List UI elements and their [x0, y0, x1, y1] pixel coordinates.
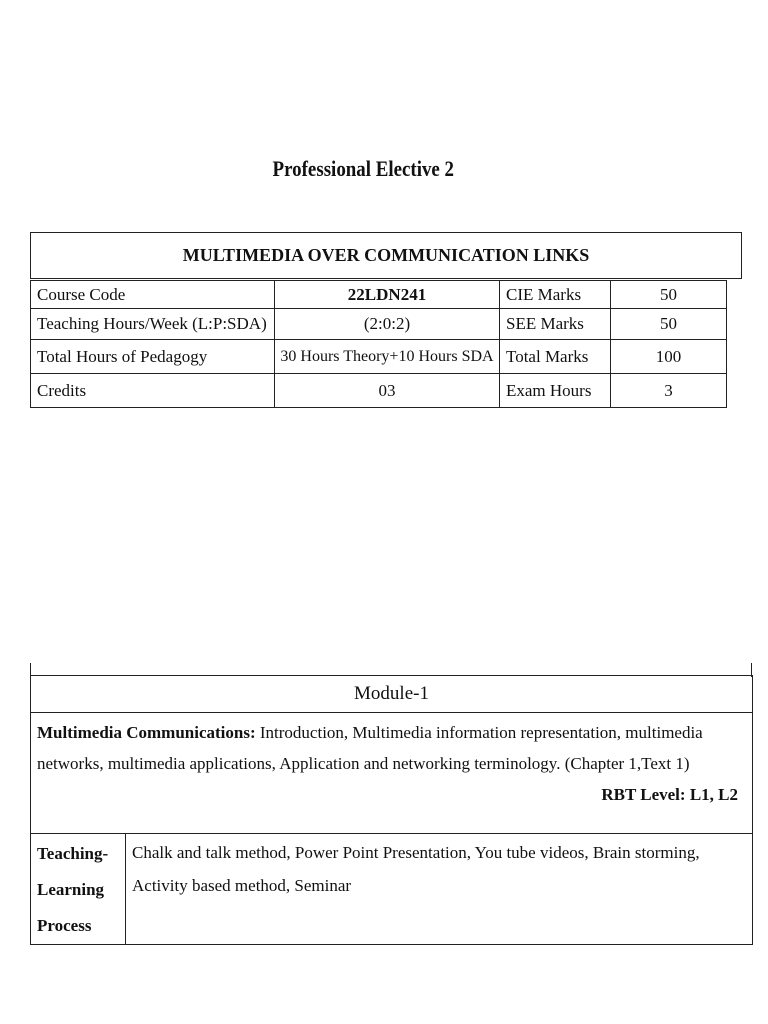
module-title: Module-1: [31, 676, 753, 713]
cie-marks-value: 50: [611, 281, 727, 309]
see-marks-value: 50: [611, 309, 727, 340]
row-label-2: CIE Marks: [500, 281, 611, 309]
module-table: [30, 675, 753, 945]
total-marks-value: 100: [611, 340, 727, 374]
rbt-level: RBT Level: L1, L2: [601, 785, 738, 804]
module-description: Introduction, Multimedia information representation, multimedia networks, multimedia applications, Application and networking terminology. (Chapter 1,Text 1): [37, 723, 703, 773]
credits-value: 03: [275, 374, 500, 408]
row-label: Total Hours of Pedagogy: [31, 340, 275, 374]
table-row: [31, 281, 727, 309]
row-label: Credits: [31, 374, 275, 408]
page-heading: Professional Elective 2: [272, 156, 455, 181]
row-label-2: Exam Hours: [500, 374, 611, 408]
teaching-learning-label: Teaching-Learning Process: [31, 834, 126, 945]
module-topic: Multimedia Communications:: [37, 723, 256, 742]
exam-hours-value: 3: [611, 374, 727, 408]
table-row: [31, 309, 727, 340]
teaching-hours-value: (2:0:2): [275, 309, 500, 340]
course-title: MULTIMEDIA OVER COMMUNICATION LINKS: [31, 233, 742, 279]
teaching-learning-text: Chalk and talk method, Power Point Presentation, You tube videos, Brain storming, Activity based method, Seminar: [126, 834, 753, 945]
row-label-2: SEE Marks: [500, 309, 611, 340]
table-row: [31, 374, 727, 408]
row-label: Teaching Hours/Week (L:P:SDA): [31, 309, 275, 340]
table-row: [31, 340, 727, 374]
pedagogy-hours-value: 30 Hours Theory+10 Hours SDA: [275, 340, 500, 374]
course-details-table: [30, 280, 727, 408]
row-label-2: Total Marks: [500, 340, 611, 374]
course-code-value: 22LDN241: [275, 281, 500, 309]
course-title-table: [30, 232, 742, 279]
module-description-cell: [31, 713, 753, 834]
row-label: Course Code: [31, 281, 275, 309]
